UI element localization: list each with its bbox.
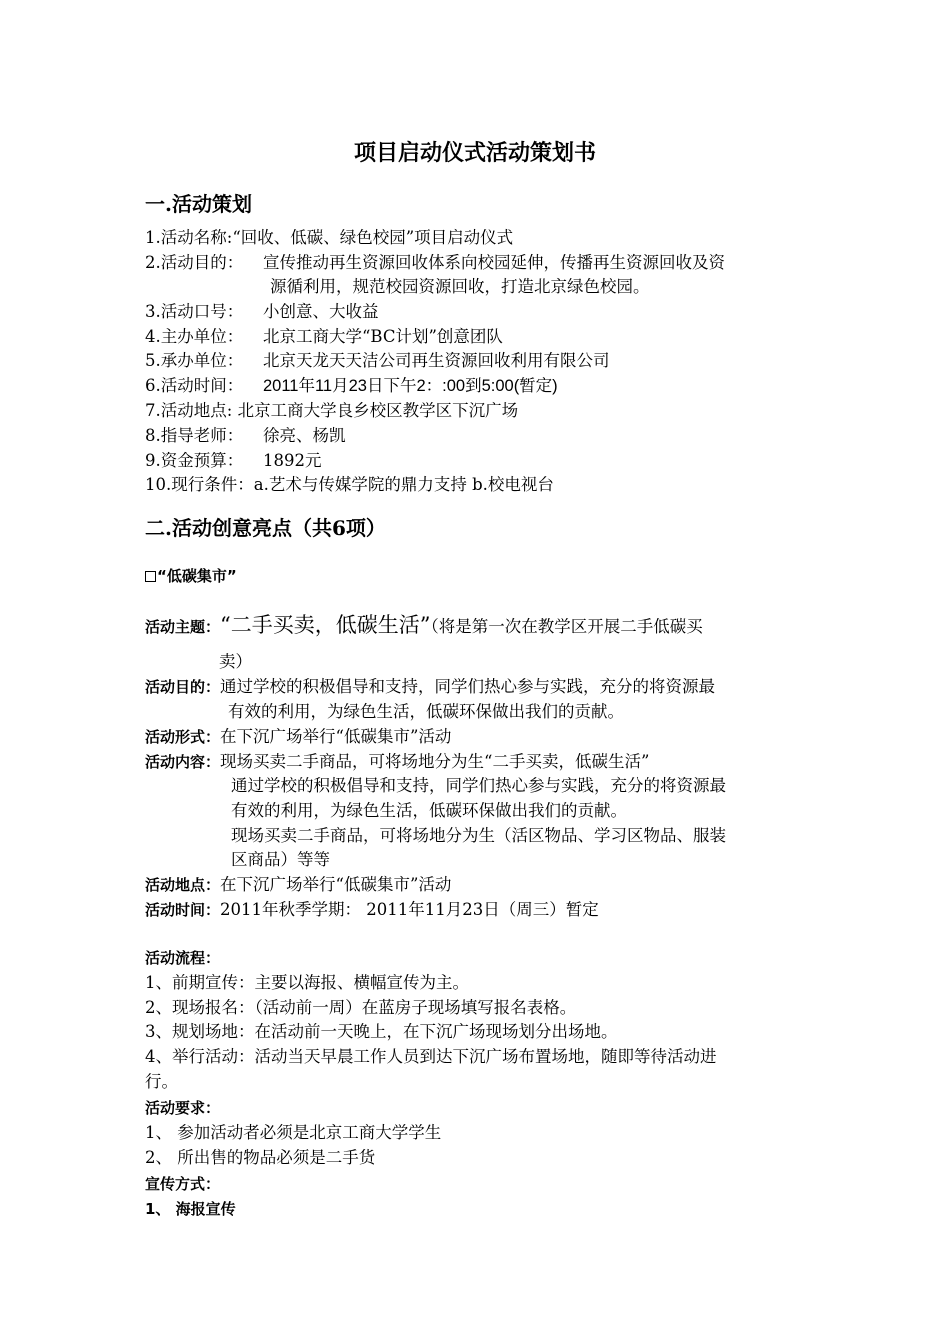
item-label: 10.现行条件： (145, 475, 254, 494)
theme-line (145, 615, 703, 637)
item-value: 北京工商大学良乡校区教学区下沉广场 (237, 401, 519, 420)
item-purpose-cont: 源循利用，规范校园资源回收，打造北京绿色校园。 (270, 277, 650, 296)
item-organizer (145, 327, 503, 347)
item-label: 7.活动地点: (145, 401, 233, 420)
item-time (145, 376, 558, 396)
theme-note: （将是第一次在教学区开展二手低碳买 (430, 617, 703, 636)
purpose-label: 活动目的： (145, 678, 221, 696)
item-label: 9.资金预算： (145, 451, 244, 470)
item-label: 3.活动口号： (145, 302, 244, 321)
flow-label: 活动流程： (145, 949, 221, 967)
subsection-heading (145, 566, 237, 586)
place-label: 活动地点： (145, 876, 221, 894)
item-value: 小创意、大收益 (263, 302, 379, 321)
content-line (145, 752, 649, 772)
theme-label: 活动主题： (145, 618, 221, 636)
item-label: 4.主办单位： (145, 327, 244, 346)
item-label: 2.活动目的： (145, 253, 244, 272)
flow-step: 3、规划场地：在活动前一天晚上，在下沉广场现场划分出场地。 (145, 1022, 618, 1041)
section1-heading: 一.活动策划 (145, 192, 252, 216)
item-label: 6.活动时间： (145, 376, 244, 395)
item-advisor (145, 426, 346, 446)
item-value: 北京天龙天天洁公司再生资源回收利用有限公司 (263, 351, 610, 370)
time-label: 活动时间： (145, 901, 221, 919)
item-budget (145, 451, 322, 471)
time-text: 2011年秋季学期： 2011年11月23日（周三）暂定 (220, 900, 599, 919)
content-cont-1: 通过学校的积极倡导和支持，同学们热心参与实践，充分的将资源最 (231, 776, 726, 795)
promo-item: 1、 海报宣传 (145, 1200, 236, 1218)
item-conditions (145, 475, 554, 495)
item-label: 8.指导老师： (145, 426, 244, 445)
content-text: 现场买卖二手商品，可将场地分为生“二手买卖，低碳生活” (220, 752, 650, 771)
flow-step-cont: 行。 (145, 1072, 178, 1091)
req-item: 1、 参加活动者必须是北京工商大学学生 (145, 1123, 442, 1142)
form-line (145, 727, 451, 747)
time-line (145, 900, 599, 920)
content-cont-2: 有效的利用，为绿色生活，低碳环保做出我们的贡献。 (231, 801, 627, 820)
req-label: 活动要求： (145, 1099, 221, 1117)
item-value: 宣传推动再生资源回收体系向校园延伸，传播再生资源回收及资 (263, 253, 725, 272)
theme-note-cont: 卖） (219, 652, 252, 671)
purpose-line (145, 677, 715, 697)
item-undertaker (145, 351, 610, 371)
req-item: 2、 所出售的物品必须是二手货 (145, 1148, 376, 1167)
item-label: 1.活动名称: (145, 228, 233, 247)
item-value: “回收、低碳、绿色校园”项目启动仪式 (232, 228, 514, 247)
form-label: 活动形式： (145, 728, 221, 746)
item-value: 1892元 (263, 451, 322, 470)
content-cont-3: 现场买卖二手商品，可将场地分为生（活区物品、学习区物品、服装 (231, 826, 726, 845)
section2-heading: 二.活动创意亮点（共6项） (145, 516, 386, 540)
theme-main: “二手买卖，低碳生活” (220, 613, 431, 637)
item-label: 5.承办单位： (145, 351, 244, 370)
flow-step: 1、前期宣传：主要以海报、横幅宣传为主。 (145, 973, 469, 992)
place-text: 在下沉广场举行“低碳集市”活动 (220, 875, 452, 894)
document-title: 项目启动仪式活动策划书 (353, 140, 596, 166)
item-value: 北京工商大学“BC计划”创意团队 (263, 327, 503, 346)
form-text: 在下沉广场举行“低碳集市”活动 (220, 727, 452, 746)
checkbox-icon (145, 571, 156, 582)
item-value: 徐亮、杨凯 (263, 426, 346, 445)
content-cont-4: 区商品）等等 (231, 850, 330, 869)
purpose-cont: 有效的利用，为绿色生活，低碳环保做出我们的贡献。 (228, 702, 624, 721)
flow-step: 4、举行活动：活动当天早晨工作人员到达下沉广场布置场地，随即等待活动进 (145, 1047, 717, 1066)
flow-step: 2、现场报名：（活动前一周）在蓝房子现场填写报名表格。 (145, 998, 577, 1017)
item-purpose (145, 253, 725, 273)
item-location (145, 401, 518, 421)
item-name (145, 228, 513, 248)
content-label: 活动内容： (145, 753, 221, 771)
item-value: a.艺术与传媒学院的鼎力支持 b.校电视台 (253, 475, 554, 494)
purpose-text: 通过学校的积极倡导和支持，同学们热心参与实践，充分的将资源最 (220, 677, 716, 696)
place-line (145, 875, 451, 895)
item-slogan (145, 302, 379, 322)
promo-label: 宣传方式： (145, 1175, 221, 1193)
subsection-title: “低碳集市” (157, 567, 237, 585)
item-value: 2011年11月23日下午2：:00到5:00(暂定) (263, 377, 558, 395)
